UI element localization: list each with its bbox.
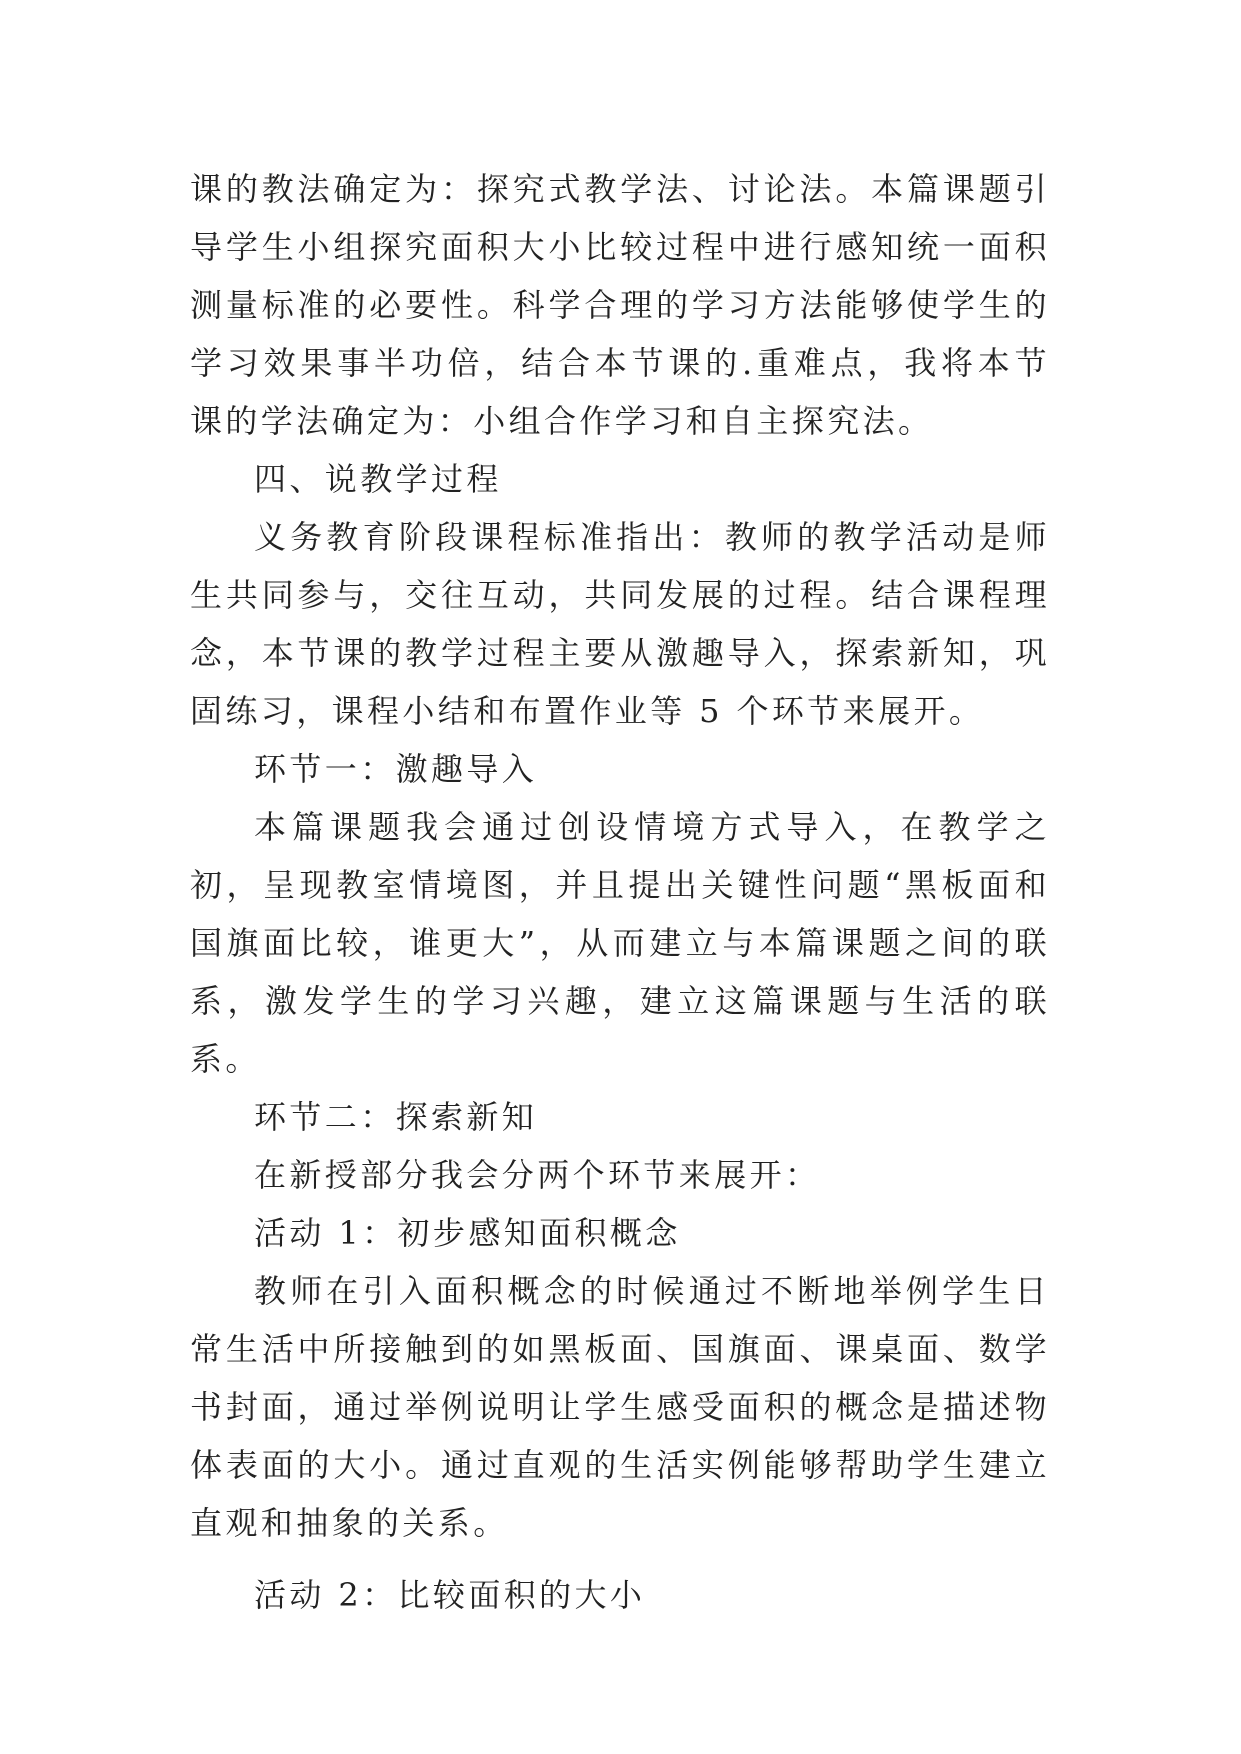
paragraph-gap: [190, 1552, 1050, 1566]
step-heading-1: 环节一：激趣导入: [254, 750, 538, 788]
step-heading-2: 环节二：探索新知: [254, 1098, 538, 1136]
paragraph-teaching-method: 课的教法确定为：探究式教学法、讨论法。本篇课题引导学生小组探究面积大小比较过程中进行感知统一面积测量标准的必要性。科学合理的学习方法能够使学生的学习效果事半功倍，结合本节课的.重难点，我将本节课的学法确定为：小组合作学习和自主探究法。: [190, 170, 1050, 440]
paragraph-area-concept: 教师在引入面积概念的时候通过不断地举例学生日常生活中所接触到的如黑板面、国旗面、课桌面、数学书封面，通过举例说明让学生感受面积的概念是描述物体表面的大小。通过直观的生活实例能够帮助学生建立直观和抽象的关系。: [190, 1272, 1050, 1542]
section-heading-teaching-process: 四、说教学过程: [254, 460, 502, 498]
paragraph-introduction: 本篇课题我会通过创设情境方式导入，在教学之初，呈现教室情境图，并且提出关键性问题“黑板面和国旗面比较，谁更大”，从而建立与本篇课题之间的联系，激发学生的学习兴趣，建立这篇课题与生活的联系。: [190, 808, 1050, 1078]
activity-heading-1: 活动 1：初步感知面积概念: [254, 1214, 681, 1252]
paragraph-new-content-intro: 在新授部分我会分两个环节来展开：: [254, 1156, 821, 1194]
paragraph-curriculum-standard: 义务教育阶段课程标准指出：教师的教学活动是师生共同参与，交往互动，共同发展的过程。结合课程理念，本节课的教学过程主要从激趣导入，探索新知，巩固练习，课程小结和布置作业等 5 个环节来展开。: [190, 518, 1050, 730]
activity-heading-2: 活动 2：比较面积的大小: [254, 1576, 646, 1614]
document-body: [190, 160, 1050, 1624]
